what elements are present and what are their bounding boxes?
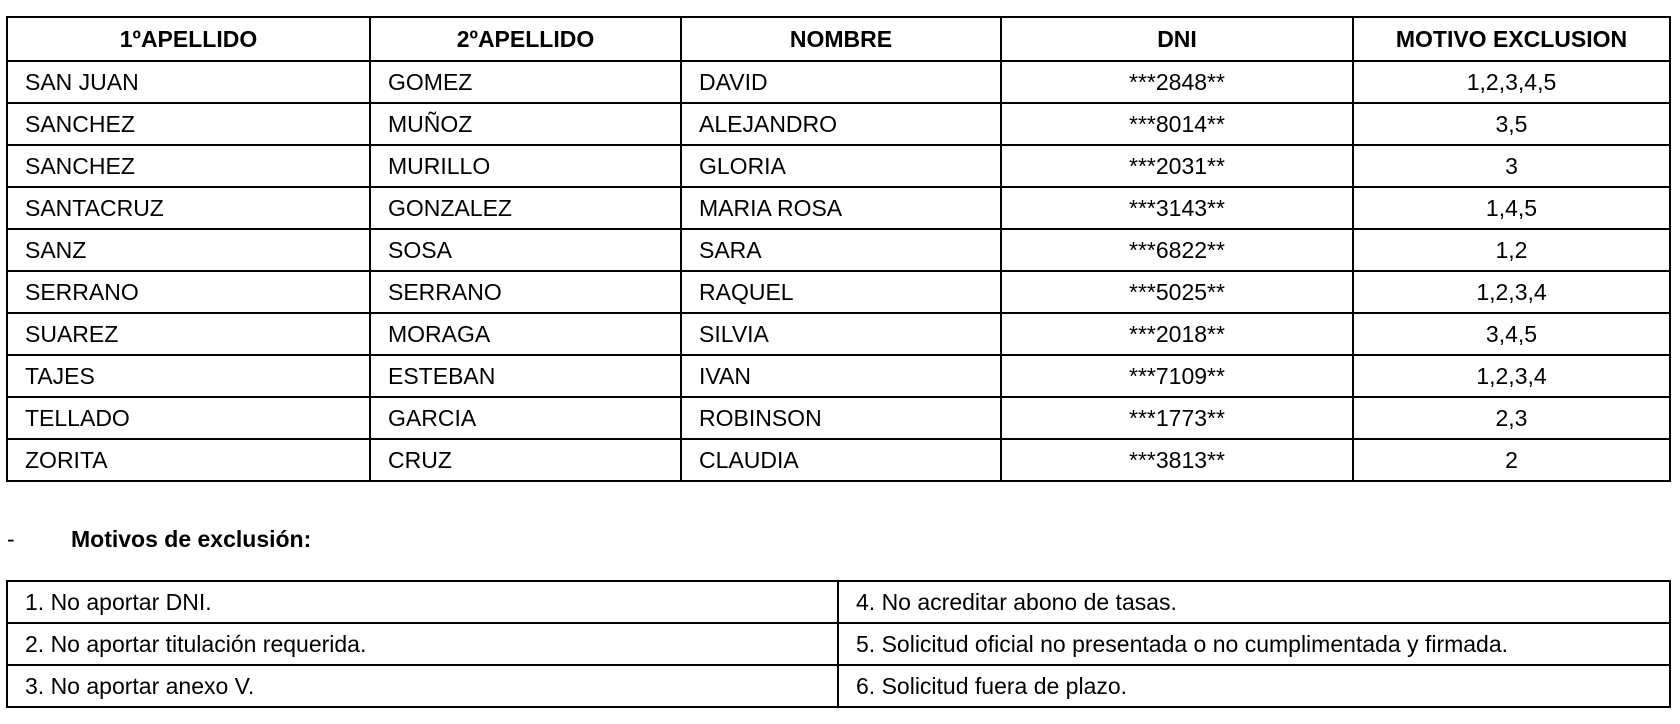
- table-row: [7, 61, 1670, 103]
- cell-apellido1: SANTACRUZ: [7, 187, 370, 229]
- cell-motivo: 1,2,3,4,5: [1353, 61, 1670, 103]
- cell-motivo: 3: [1353, 145, 1670, 187]
- cell-motivo: 1,4,5: [1353, 187, 1670, 229]
- header-motivo: MOTIVO EXCLUSION: [1353, 17, 1670, 61]
- cell-apellido1: SANZ: [7, 229, 370, 271]
- cell-apellido1: ZORITA: [7, 439, 370, 481]
- cell-dni: ***8014**: [1001, 103, 1353, 145]
- reason-item: 3. No aportar anexo V.: [7, 665, 838, 707]
- table-row: [7, 103, 1670, 145]
- reason-item: 6. Solicitud fuera de plazo.: [838, 665, 1670, 707]
- cell-nombre: GLORIA: [681, 145, 1001, 187]
- cell-dni: ***7109**: [1001, 355, 1353, 397]
- cell-apellido1: SANCHEZ: [7, 145, 370, 187]
- header-nombre: NOMBRE: [681, 17, 1001, 61]
- cell-apellido2: ESTEBAN: [370, 355, 681, 397]
- cell-apellido2: GOMEZ: [370, 61, 681, 103]
- reason-row: [7, 665, 1670, 707]
- header-dni: DNI: [1001, 17, 1353, 61]
- cell-apellido1: SUAREZ: [7, 313, 370, 355]
- cell-motivo: 1,2,3,4: [1353, 355, 1670, 397]
- reason-row: [7, 623, 1670, 665]
- cell-apellido2: GONZALEZ: [370, 187, 681, 229]
- cell-nombre: ROBINSON: [681, 397, 1001, 439]
- header-apellido2: 2ºAPELLIDO: [370, 17, 681, 61]
- cell-motivo: 1,2,3,4: [1353, 271, 1670, 313]
- reason-item: 2. No aportar titulación requerida.: [7, 623, 838, 665]
- reasons-table: [6, 580, 1671, 708]
- cell-apellido1: SERRANO: [7, 271, 370, 313]
- cell-motivo: 1,2: [1353, 229, 1670, 271]
- reason-item: 5. Solicitud oficial no presentada o no cumplimentada y firmada.: [838, 623, 1670, 665]
- table-row: [7, 313, 1670, 355]
- cell-apellido2: SERRANO: [370, 271, 681, 313]
- motives-title: Motivos de exclusión:: [71, 526, 312, 552]
- cell-motivo: 3,4,5: [1353, 313, 1670, 355]
- table-row: [7, 187, 1670, 229]
- cell-apellido1: SAN JUAN: [7, 61, 370, 103]
- cell-dni: ***5025**: [1001, 271, 1353, 313]
- cell-apellido1: SANCHEZ: [7, 103, 370, 145]
- cell-apellido2: SOSA: [370, 229, 681, 271]
- cell-dni: ***3143**: [1001, 187, 1353, 229]
- cell-motivo: 3,5: [1353, 103, 1670, 145]
- cell-apellido2: CRUZ: [370, 439, 681, 481]
- cell-dni: ***6822**: [1001, 229, 1353, 271]
- reason-row: [7, 581, 1670, 623]
- cell-dni: ***2018**: [1001, 313, 1353, 355]
- cell-nombre: CLAUDIA: [681, 439, 1001, 481]
- cell-dni: ***1773**: [1001, 397, 1353, 439]
- cell-motivo: 2: [1353, 439, 1670, 481]
- cell-apellido1: TAJES: [7, 355, 370, 397]
- cell-apellido2: MUÑOZ: [370, 103, 681, 145]
- cell-nombre: RAQUEL: [681, 271, 1001, 313]
- table-row: [7, 271, 1670, 313]
- cell-dni: ***2848**: [1001, 61, 1353, 103]
- cell-apellido1: TELLADO: [7, 397, 370, 439]
- table-row: [7, 145, 1670, 187]
- cell-apellido2: GARCIA: [370, 397, 681, 439]
- cell-nombre: DAVID: [681, 61, 1001, 103]
- cell-dni: ***2031**: [1001, 145, 1353, 187]
- cell-dni: ***3813**: [1001, 439, 1353, 481]
- motives-heading: [7, 526, 311, 553]
- cell-nombre: MARIA ROSA: [681, 187, 1001, 229]
- cell-apellido2: MURILLO: [370, 145, 681, 187]
- cell-nombre: ALEJANDRO: [681, 103, 1001, 145]
- cell-apellido2: MORAGA: [370, 313, 681, 355]
- cell-nombre: IVAN: [681, 355, 1001, 397]
- bullet-dash: -: [7, 526, 15, 552]
- reason-item: 4. No acreditar abono de tasas.: [838, 581, 1670, 623]
- cell-motivo: 2,3: [1353, 397, 1670, 439]
- table-row: [7, 229, 1670, 271]
- table-row: [7, 355, 1670, 397]
- table-header-row: [7, 17, 1670, 61]
- exclusion-table: [6, 16, 1671, 482]
- header-apellido1: 1ºAPELLIDO: [7, 17, 370, 61]
- table-row: [7, 397, 1670, 439]
- reason-item: 1. No aportar DNI.: [7, 581, 838, 623]
- table-row: [7, 439, 1670, 481]
- cell-nombre: SARA: [681, 229, 1001, 271]
- cell-nombre: SILVIA: [681, 313, 1001, 355]
